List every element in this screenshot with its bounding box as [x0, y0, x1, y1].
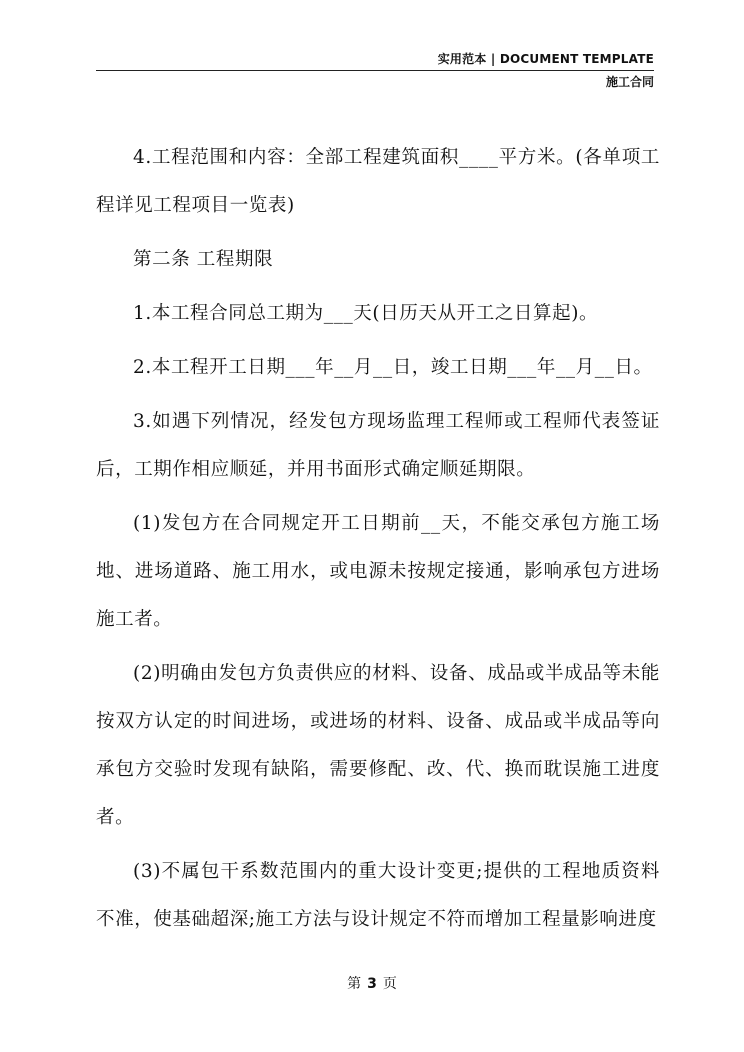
paragraph-extension-conditions: 3.如遇下列情况，经发包方现场监理工程师或工程师代表签证后，工期作相应顺延，并用书面形式确定顺延期限。: [96, 411, 660, 480]
footer-suffix: 页: [382, 976, 397, 992]
page-number: 3: [367, 976, 377, 992]
paragraph-total-duration: 1.本工程合同总工期为___天(日历天从开工之日算起)。: [133, 303, 599, 324]
page-footer: [0, 974, 744, 994]
section-heading-duration: 第二条 工程期限: [133, 249, 274, 270]
page-header: [96, 50, 654, 91]
header-subtitle: 施工合同: [605, 75, 654, 89]
paragraph-item-2: (2)明确由发包方负责供应的材料、设备、成品或半成品等未能按双方认定的时间进场，或进场的材料、设备、成品或半成品等向承包方交验时发现有缺陷，需要修配、改、代、换而耽误施工进度者。: [96, 663, 660, 828]
paragraph-scope: 4.工程范围和内容：全部工程建筑面积____平方米。(各单项工程详见工程项目一览表): [96, 147, 660, 216]
header-title: 实用范本 | DOCUMENT TEMPLATE: [437, 52, 654, 66]
paragraph-item-1: (1)发包方在合同规定开工日期前__天，不能交承包方施工场地、进场道路、施工用水，或电源未按规定接通，影响承包方进场施工者。: [96, 513, 660, 630]
footer-prefix: 第: [347, 976, 362, 992]
paragraph-start-end-dates: 2.本工程开工日期___年__月__日，竣工日期___年__月__日。: [133, 357, 653, 378]
paragraph-item-3: (3)不属包干系数范围内的重大设计变更;提供的工程地质资料不准，使基础超深;施工方法与设计规定不符而增加工程量影响进度: [96, 861, 660, 930]
document-body: [96, 134, 660, 950]
